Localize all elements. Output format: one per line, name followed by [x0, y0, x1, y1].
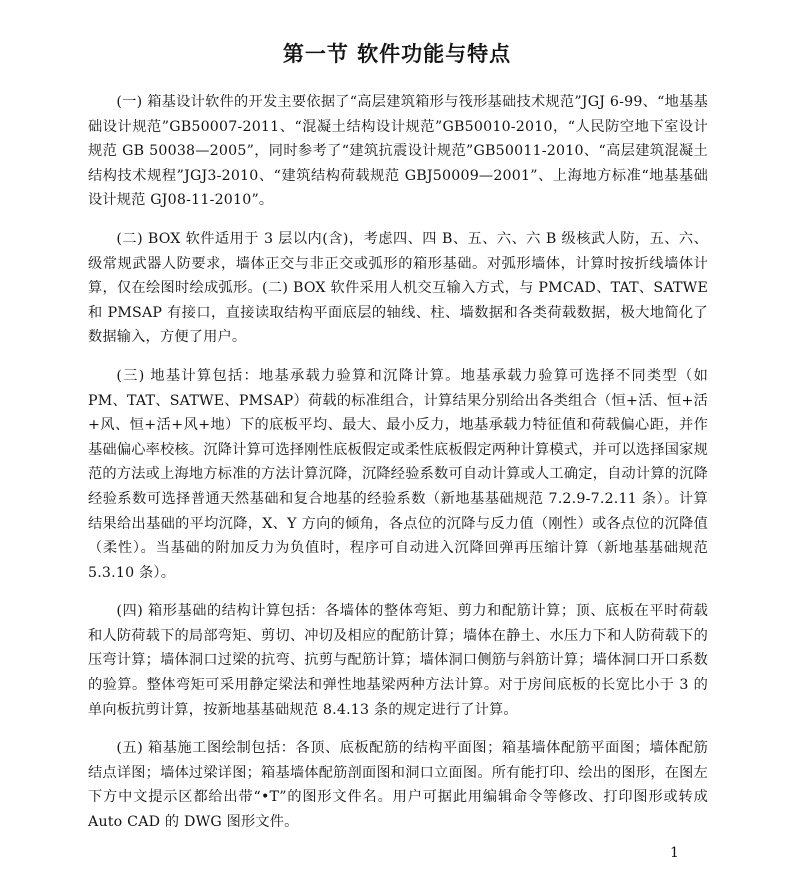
- paragraph-4: (四) 箱形基础的结构计算包括：各墙体的整体弯矩、剪力和配筋计算；顶、底板在平时荷载和人防荷载下的局部弯矩、剪切、冲切及相应的配筋计算；墙体在静土、水压力下和人防荷载下的压弯计算；墙体洞口过梁的抗弯、抗剪与配筋计算；墙体洞口侧筋与斜筋计算；墙体洞口开口系数的验算。整体弯矩可采用静定梁法和弹性地基梁两种方法计算。对于房间底板的长宽比小于 3 的单向板抗剪计算，按新地基基础规范 8.4.13 条的规定进行了计算。: [88, 603, 708, 718]
- page-number: 1: [670, 845, 679, 861]
- section-title: 第一节 软件功能与特点: [282, 42, 512, 66]
- paragraph-5: (五) 箱基施工图绘制包括：各顶、底板配筋的结构平面图；箱基墙体配筋平面图；墙体配筋结点详图；墙体过梁详图；箱基墙体配筋剖面图和洞口立面图。所有能打印、绘出的图形，在图左下方中文提示区都给出带“•T”的图形文件名。用户可据此用编辑命令等修改、打印图形或转成 Auto CAD 的 DWG 图形文件。: [88, 740, 708, 831]
- paragraph-2: (二) BOX 软件适用于 3 层以内(含)，考虑四、四 B、五、六、六 B 级核武人防，五、六、级常规武器人防要求，墙体正交与非正交或弧形的箱形基础。对弧形墙体，计算时按折线墙体计算，仅在绘图时绘成弧形。(二) BOX 软件采用人机交互输入方式，与 PMCAD、TAT、SATWE 和 PMSAP 有接口，直接读取结构平面底层的轴线、柱、墙数据和各类荷载数据，极大地简化了数据输入，方便了用户。: [88, 230, 708, 346]
- paragraph-1: (一) 箱基设计软件的开发主要依据了“高层建筑箱形与筏形基础技术规范”JGJ 6-99、“地基基础设计规范”GB50007-2011、“混凝土结构设计规范”GB50010-2010，“人民防空地下室设计规范 GB 50038—2005”，同时参考了“建筑抗震设计规范”GB50011-2010、“高层建筑混凝土结构技术规程”JGJ3-2010、“建筑结构荷载规范 GBJ50009—2001”、上海地方标准“地基基础设计规范 GJ08-11-2010”。: [88, 94, 708, 209]
- paragraph-3: (三) 地基计算包括：地基承载力验算和沉降计算。地基承载力验算可选择不同类型（如 PM、TAT、SATWE、PMSAP）荷载的标准组合，计算结果分别给出各类组合（恒+活、恒+活+风、恒+活+风+地）下的底板平均、最大、最小反力，地基承载力特征值和荷载偏心距，并作基础偏心率校核。沉降计算可选择刚性底板假定或柔性底板假定两种计算模式，并可以选择国家规范的方法或上海地方标准的方法计算沉降，沉降经验系数可自动计算或人工确定，自动计算的沉降经验系数可选择普通天然基础和复合地基的经验系数（新地基基础规范 7.2.9-7.2.11 条）。计算结果给出基础的平均沉降，X、Y 方向的倾角，各点位的沉降与反力值（刚性）或各点位的沉降值（柔性）。当基础的附加反力为负值时，程序可自动进入沉降回弹再压缩计算（新地基基础规范 5.3.10 条）。: [88, 367, 708, 581]
- document-body: [88, 90, 708, 849]
